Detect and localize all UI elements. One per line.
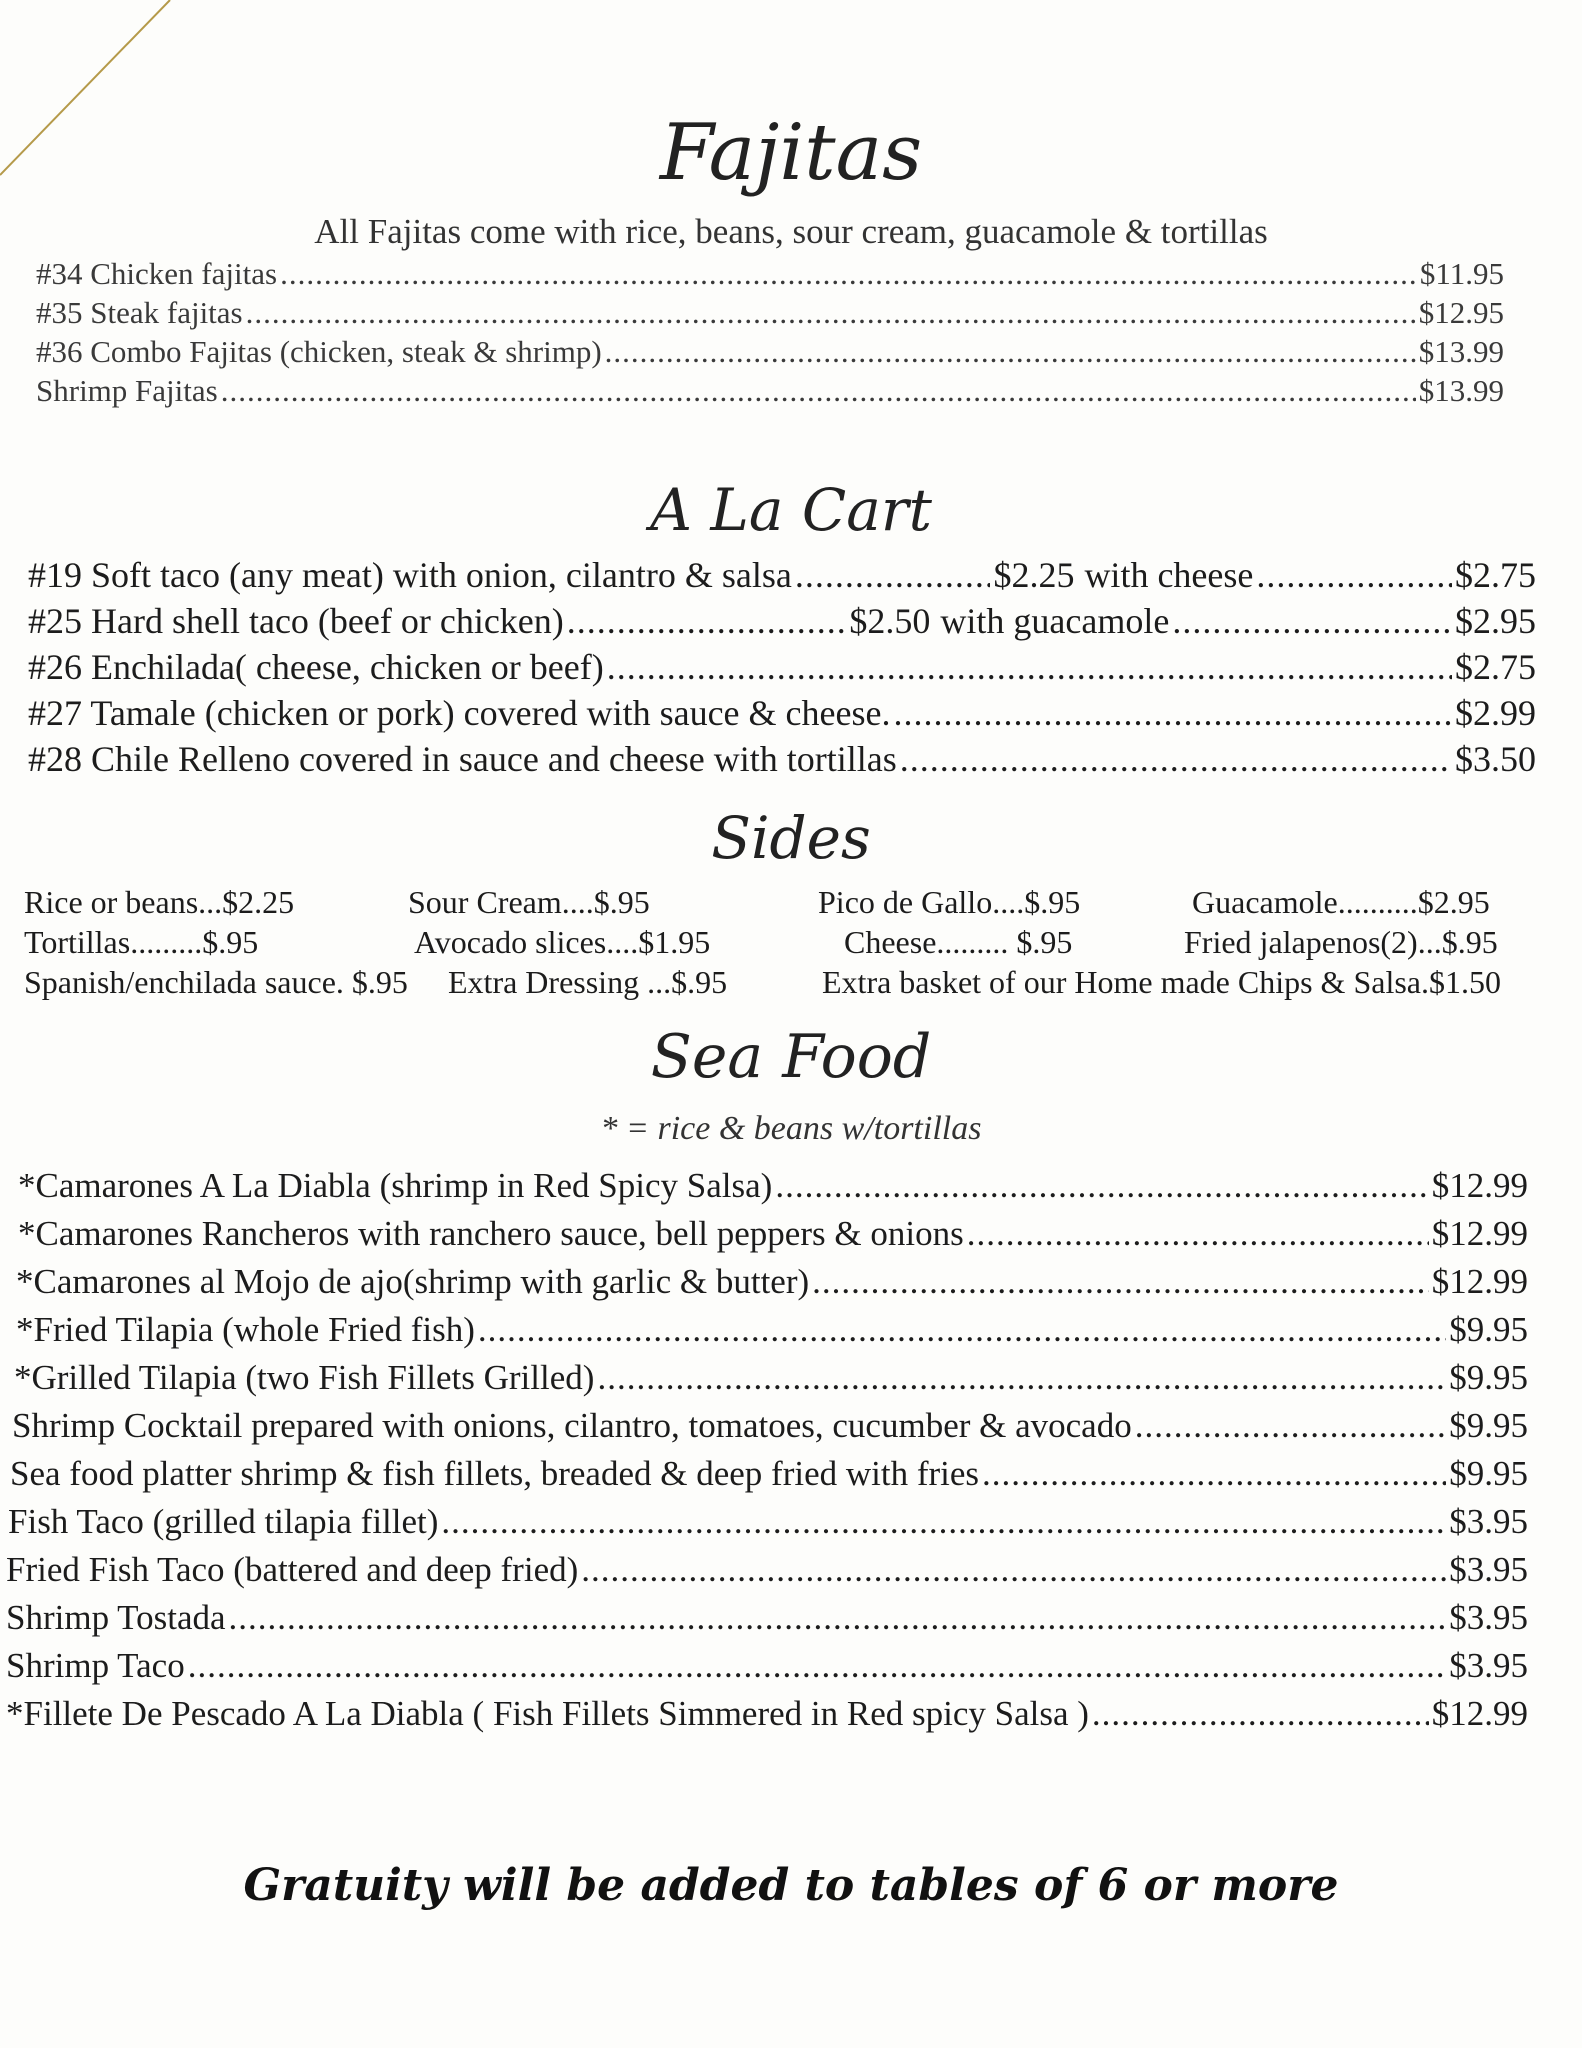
item-label: Shrimp Taco xyxy=(6,1646,185,1685)
item-price: $12.99 xyxy=(1431,1214,1528,1253)
fajitas-list xyxy=(36,254,1504,410)
fajitas-subtitle: All Fajitas come with rice, beans, sour cream, guacamole & tortillas xyxy=(314,212,1268,251)
dot-leader xyxy=(893,690,1452,736)
dot-leader xyxy=(607,644,1452,690)
menu-item xyxy=(36,254,1504,293)
side-item: Fried jalapenos(2)...$.95 xyxy=(1184,924,1498,960)
item-price: $13.99 xyxy=(1418,373,1504,408)
menu-item xyxy=(36,293,1504,332)
item-price: $12.99 xyxy=(1431,1166,1528,1205)
dot-leader xyxy=(221,371,1416,410)
item-label: #34 Chicken fajitas xyxy=(36,256,278,291)
item-price: $3.95 xyxy=(1449,1646,1528,1685)
item-price: $9.95 xyxy=(1449,1454,1528,1493)
item-label: *Fillete De Pescado A La Diabla ( Fish Fillets Simmered in Red spicy Salsa ) xyxy=(6,1694,1089,1733)
item-price: $12.95 xyxy=(1418,295,1504,330)
item-price: $3.50 xyxy=(1455,739,1536,779)
item-price: $2.75 xyxy=(1455,647,1536,687)
item-label: Fish Taco (grilled tilapia fillet) xyxy=(8,1502,439,1541)
dot-leader xyxy=(597,1354,1446,1402)
item-base-price: $2.50 xyxy=(849,601,931,641)
dot-leader xyxy=(567,598,847,644)
dot-leader xyxy=(1172,598,1452,644)
gratuity-note: Gratuity will be added to tables of 6 or more xyxy=(243,1860,1339,1911)
item-label: Shrimp Fajitas xyxy=(36,373,218,408)
menu-item xyxy=(6,1354,1528,1402)
dot-leader xyxy=(900,736,1452,782)
menu-item xyxy=(28,598,1536,644)
item-label: #28 Chile Relleno covered in sauce and cheese with tortillas xyxy=(28,739,897,779)
dot-leader xyxy=(967,1210,1429,1258)
menu-item xyxy=(6,1258,1528,1306)
item-price: $9.95 xyxy=(1449,1310,1528,1349)
dot-leader xyxy=(812,1258,1429,1306)
menu-item xyxy=(6,1594,1528,1642)
item-price: $9.95 xyxy=(1449,1406,1528,1445)
item-label: #25 Hard shell taco (beef or chicken) xyxy=(28,601,564,641)
dot-leader xyxy=(581,1546,1446,1594)
item-price: $12.99 xyxy=(1431,1262,1528,1301)
item-price: $13.99 xyxy=(1418,334,1504,369)
menu-item xyxy=(6,1498,1528,1546)
menu-item xyxy=(28,736,1536,782)
sides-row xyxy=(24,962,1544,1002)
dot-leader xyxy=(229,1594,1447,1642)
fajitas-title: Fajitas xyxy=(659,108,923,198)
dot-leader xyxy=(478,1306,1446,1354)
item-label: *Grilled Tilapia (two Fish Fillets Grilled) xyxy=(14,1358,595,1397)
menu-item xyxy=(6,1690,1528,1738)
menu-item xyxy=(36,332,1504,371)
menu-item xyxy=(6,1402,1528,1450)
item-option-label: with cheese xyxy=(1084,555,1254,595)
menu-item xyxy=(28,644,1536,690)
item-price: $3.95 xyxy=(1449,1598,1528,1637)
side-item: Rice or beans...$2.25 xyxy=(24,884,295,920)
seafood-subtitle: * = rice & beans w/tortillas xyxy=(600,1110,982,1147)
item-label: #36 Combo Fajitas (chicken, steak & shrimp) xyxy=(36,334,602,369)
side-item: Cheese......... $.95 xyxy=(844,924,1073,960)
side-item: Pico de Gallo....$.95 xyxy=(818,884,1081,920)
item-base-price: $2.25 xyxy=(993,555,1075,595)
side-item: Extra Dressing ...$.95 xyxy=(448,964,728,1000)
item-price: $9.95 xyxy=(1449,1358,1528,1397)
item-price: $2.99 xyxy=(1455,693,1536,733)
sides-grid xyxy=(24,882,1544,1002)
alacart-title: A La Cart xyxy=(650,476,932,544)
item-label: #35 Steak fajitas xyxy=(36,295,243,330)
sides-row xyxy=(24,922,1544,962)
item-label: Shrimp Cocktail prepared with onions, cilantro, tomatoes, cucumber & avocado xyxy=(12,1406,1132,1445)
menu-item xyxy=(6,1210,1528,1258)
menu-item xyxy=(28,552,1536,598)
menu-item xyxy=(36,371,1504,410)
item-label: #19 Soft taco (any meat) with onion, cilantro & salsa xyxy=(28,555,792,595)
sides-title: Sides xyxy=(711,804,871,872)
menu-item xyxy=(6,1450,1528,1498)
dot-leader xyxy=(1135,1402,1447,1450)
menu-item xyxy=(6,1162,1528,1210)
dot-leader xyxy=(441,1498,1446,1546)
item-price: $3.95 xyxy=(1449,1502,1528,1541)
side-item: Avocado slices....$1.95 xyxy=(414,924,711,960)
item-price: $12.99 xyxy=(1431,1694,1528,1733)
menu-item xyxy=(28,690,1536,736)
side-item: Spanish/enchilada sauce. $.95 xyxy=(24,964,408,1000)
item-label: Fried Fish Taco (battered and deep fried) xyxy=(6,1550,579,1589)
menu-item xyxy=(6,1642,1528,1690)
item-price: $2.95 xyxy=(1455,601,1536,641)
menu-item xyxy=(6,1306,1528,1354)
dot-leader xyxy=(280,254,1417,293)
item-label: *Camarones Rancheros with ranchero sauce, bell peppers & onions xyxy=(18,1214,964,1253)
item-label: Sea food platter shrimp & fish fillets, breaded & deep fried with fries xyxy=(10,1454,980,1493)
side-item: Tortillas.........$.95 xyxy=(24,924,259,960)
alacart-list xyxy=(28,552,1536,782)
item-price: $3.95 xyxy=(1449,1550,1528,1589)
item-label: *Camarones A La Diabla (shrimp in Red Spicy Salsa) xyxy=(18,1166,773,1205)
side-item: Sour Cream....$.95 xyxy=(408,884,650,920)
side-item: Extra basket of our Home made Chips & Salsa.$1.50 xyxy=(822,964,1501,1000)
item-label: *Fried Tilapia (whole Fried fish) xyxy=(16,1310,475,1349)
dot-leader xyxy=(605,332,1416,371)
dot-leader xyxy=(1092,1690,1429,1738)
item-price: $11.95 xyxy=(1419,256,1504,291)
dot-leader xyxy=(982,1450,1446,1498)
seafood-list xyxy=(6,1162,1528,1738)
dot-leader xyxy=(795,552,991,598)
sides-row xyxy=(24,882,1544,922)
item-label: *Camarones al Mojo de ajo(shrimp with garlic & butter) xyxy=(16,1262,810,1301)
dot-leader xyxy=(188,1642,1447,1690)
dot-leader xyxy=(246,293,1416,332)
item-price: $2.75 xyxy=(1454,555,1536,595)
side-item: Guacamole..........$2.95 xyxy=(1192,884,1490,920)
item-option-label: with guacamole xyxy=(940,601,1170,641)
dot-leader xyxy=(775,1162,1428,1210)
item-label: #27 Tamale (chicken or pork) covered with sauce & cheese. xyxy=(28,693,891,733)
dot-leader xyxy=(1256,552,1452,598)
menu-item xyxy=(6,1546,1528,1594)
item-label: #26 Enchilada( cheese, chicken or beef) xyxy=(28,647,604,687)
item-label: Shrimp Tostada xyxy=(6,1598,226,1637)
seafood-title: Sea Food xyxy=(650,1022,932,1092)
